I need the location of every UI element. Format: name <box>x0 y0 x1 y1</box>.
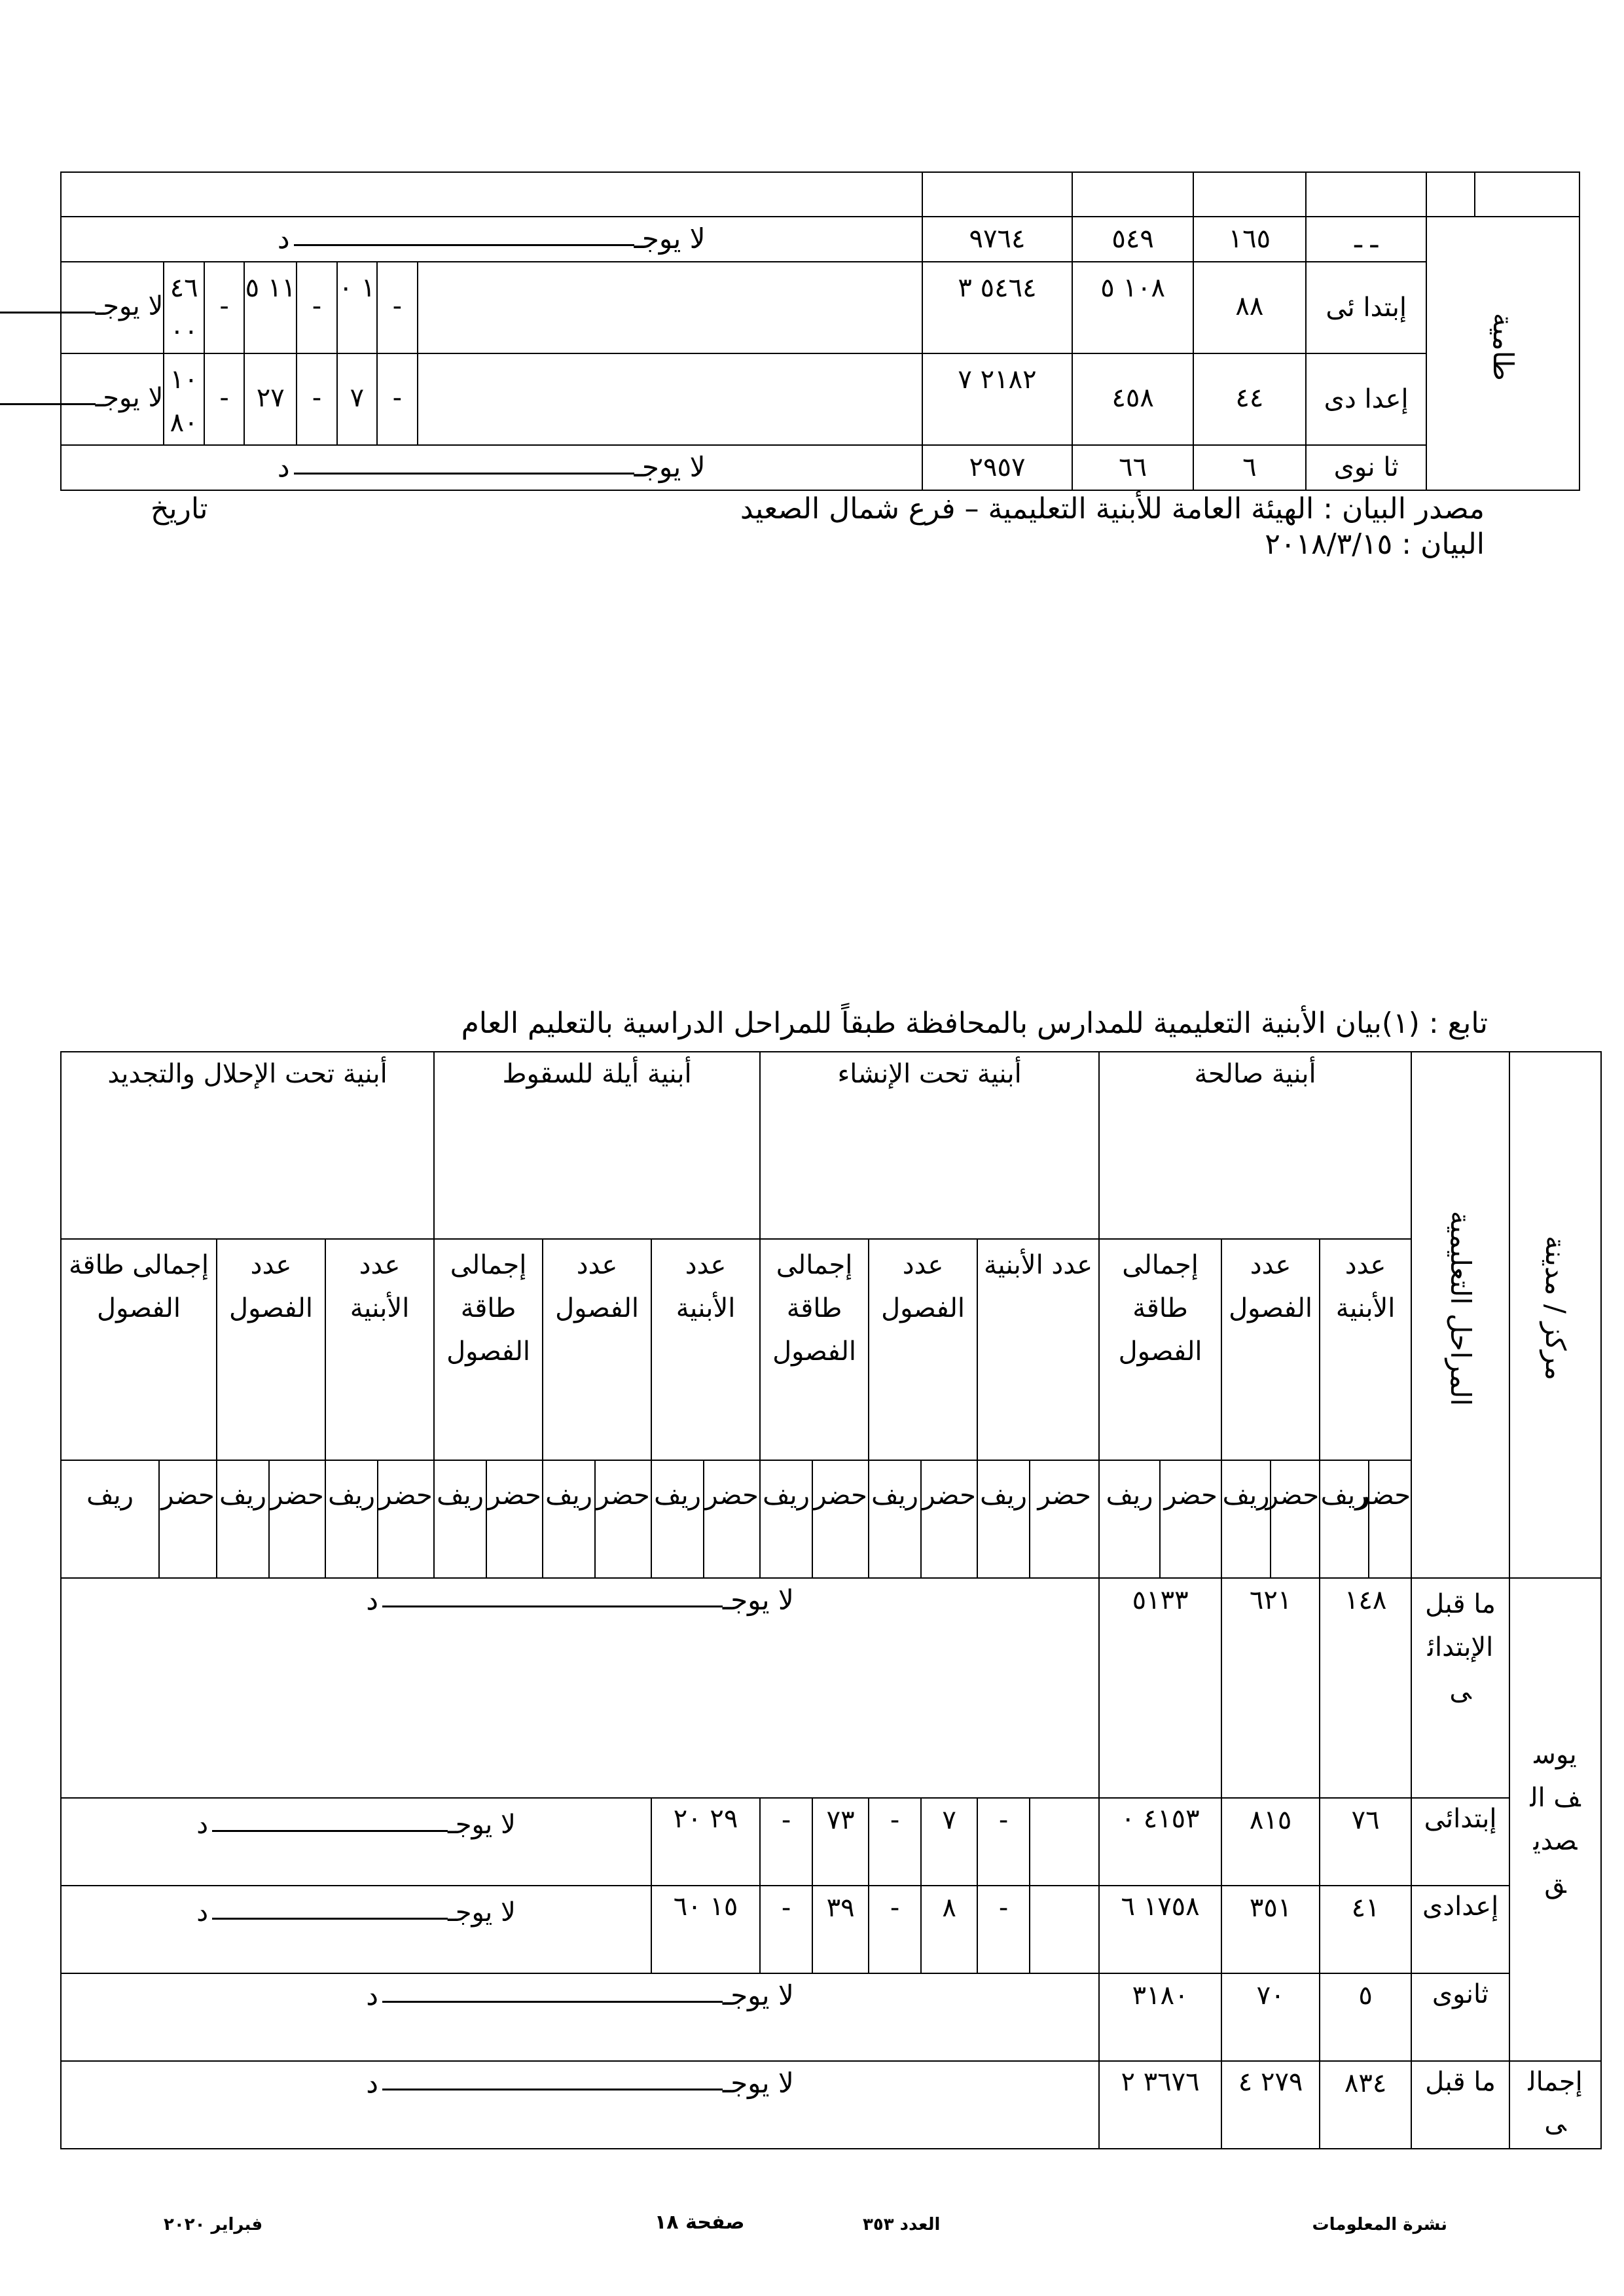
top-row-3-classes: ٤٥٨ <box>1072 353 1193 445</box>
row-total-classes: ٢٧٩ ٤ <box>1221 2061 1320 2149</box>
main-buildings-table <box>60 1051 1602 2149</box>
row-primary-uc-classes: ٧٣ <box>812 1798 869 1886</box>
hadar-label: حضر <box>486 1460 543 1578</box>
row-preprimary-classes: ٦٢١ <box>1221 1578 1320 1798</box>
falling-total-header: إجمالى طاقة الفصول <box>434 1239 543 1460</box>
footer-bulletin: نشرة المعلومات <box>1312 2215 1447 2234</box>
hadar-label: حضر <box>1271 1460 1320 1578</box>
top-row-1-buildings: ١٦٥ <box>1193 217 1306 262</box>
top-row-2-uc-total: ٤٦ ٠٠ <box>164 262 204 353</box>
row-prep-note: لا يوجـد <box>61 1886 651 1973</box>
district-col-header: مركز / مدينة <box>1509 1052 1601 1578</box>
reef-label: ريف <box>543 1460 595 1578</box>
top-row-2-buildings: ٨٨ <box>1193 262 1306 353</box>
top-district-cell: طامية <box>1426 217 1579 490</box>
dash-cell: - <box>204 262 244 353</box>
top-row-2-uc-classes: ١١ ٥ <box>244 262 297 353</box>
renew-buildings-header: عدد الأبنية <box>325 1239 434 1460</box>
source-line-1: مصدر البيان : الهيئة العامة للأبنية التعليمية – فرع شمال الصعيد <box>740 492 1485 526</box>
top-row-4-buildings: ٦ <box>1193 445 1306 490</box>
dash-cell: - <box>377 353 417 445</box>
renew-classes-header: عدد الفصول <box>217 1239 325 1460</box>
hadar-label: حضر <box>269 1460 325 1578</box>
reef-label: ريف <box>217 1460 269 1578</box>
top-row-3-stage: إعدا دى <box>1306 353 1426 445</box>
reef-label: ريف <box>61 1460 159 1578</box>
hadar-label: حضر <box>159 1460 217 1578</box>
row-total-label: إجمالى <box>1509 2061 1601 2149</box>
top-row-3-uc-total: ١٠ ٨٠ <box>164 353 204 445</box>
row-prep-uc-buildings: ٨ <box>921 1886 977 1973</box>
footer-date: فبراير ٢٠٢٠ <box>164 2215 263 2234</box>
footer-page: صفحة ١٨ <box>655 2211 745 2234</box>
reef-label: ريف <box>325 1460 378 1578</box>
row-prep-stage: إعدادى <box>1411 1886 1509 1973</box>
top-row-1-note: لا يوجـد <box>61 217 922 262</box>
top-row-2-stage: إبتدا ئى <box>1306 262 1426 353</box>
row-preprimary-buildings: ١٤٨ <box>1320 1578 1411 1798</box>
dash-cell: - <box>297 353 336 445</box>
row-total-stage: ما قبل <box>1411 2061 1509 2149</box>
top-row-4-classes: ٦٦ <box>1072 445 1193 490</box>
row-primary-buildings: ٧٦ <box>1320 1798 1411 1886</box>
construction-total-header: إجمالى طاقة الفصول <box>760 1239 869 1460</box>
reef-label: ريف <box>651 1460 704 1578</box>
top-row-2-note: لا يوجـ <box>61 262 164 353</box>
row-total-note: لا يوجـد <box>61 2061 1099 2149</box>
source-line-2: البيان : ٢٠١٨/٣/١٥ <box>1265 528 1485 561</box>
table-caption: تابع : (١)بيان الأبنية التعليمية للمدارس بالمحافظة طبقاً للمراحل الدراسية بالتعليم العام <box>461 1007 1488 1040</box>
hadar-label: حضر <box>1030 1460 1099 1578</box>
footer-issue: العدد ٣٥٣ <box>863 2215 941 2234</box>
construction-buildings-header: عدد الأبنية <box>977 1239 1099 1460</box>
valid-total-header: إجمالى طاقة الفصول <box>1099 1239 1221 1460</box>
hadar-label: حضر <box>921 1460 977 1578</box>
row-secondary-stage: ثانوى <box>1411 1973 1509 2061</box>
row-prep-uc-total: ١٥ ٦٠ <box>651 1886 760 1973</box>
top-row-4-capacity: ٢٩٥٧ <box>922 445 1073 490</box>
group-renew: أبنية تحت الإحلال والتجديد <box>61 1052 434 1239</box>
top-row-1-classes: ٥٤٩ <box>1072 217 1193 262</box>
reef-label: ريف <box>760 1460 812 1578</box>
stage-col-header: المراحل التعليمية <box>1411 1052 1509 1578</box>
hadar-label: حضر <box>1369 1460 1411 1578</box>
dash-cell: - <box>204 353 244 445</box>
top-row-4-stage: ثا نوى <box>1306 445 1426 490</box>
valid-buildings-header: عدد الأبنية <box>1320 1239 1411 1460</box>
reef-label: ريف <box>1099 1460 1160 1578</box>
top-row-3-capacity: ٢١٨٢ ٧ <box>922 353 1073 445</box>
top-row-3-note: لا يوجـ <box>61 353 164 445</box>
top-row-2-uc-buildings: ١ ٠ <box>337 262 377 353</box>
row-primary-stage: إبتدائى <box>1411 1798 1509 1886</box>
top-row-2-classes: ١٠٨ ٥ <box>1072 262 1193 353</box>
row-preprimary-capacity: ٥١٣٣ <box>1099 1578 1221 1798</box>
hadar-label: حضر <box>378 1460 434 1578</box>
row-total-capacity: ٣٦٧٦ ٢ <box>1099 2061 1221 2149</box>
dash-cell: - <box>869 1798 921 1886</box>
top-row-1-capacity: ٩٧٦٤ <box>922 217 1073 262</box>
hadar-label: حضر <box>704 1460 760 1578</box>
row-prep-buildings: ٤١ <box>1320 1886 1411 1973</box>
reef-label: ريف <box>869 1460 921 1578</box>
row-primary-uc-buildings: ٧ <box>921 1798 977 1886</box>
hadar-label: حضر <box>812 1460 869 1578</box>
row-total-buildings: ٨٣٤ <box>1320 2061 1411 2149</box>
source-date-label: تاريخ <box>151 492 208 526</box>
top-continuation-table <box>60 171 1580 491</box>
reef-label: ريف <box>434 1460 486 1578</box>
top-row-2-capacity: ٥٤٦٤ ٣ <box>922 262 1073 353</box>
row-prep-capacity: ١٧٥٨ ٦ <box>1099 1886 1221 1973</box>
row-primary-uc-total: ٢٩ ٢٠ <box>651 1798 760 1886</box>
district-cell: يوسف الصديق <box>1509 1578 1601 2061</box>
hadar-label: حضر <box>595 1460 651 1578</box>
dash-cell: - <box>760 1886 812 1973</box>
valid-classes-header: عدد الفصول <box>1221 1239 1320 1460</box>
falling-buildings-header: عدد الأبنية <box>651 1239 760 1460</box>
falling-classes-header: عدد الفصول <box>543 1239 651 1460</box>
dash-cell: - <box>297 262 336 353</box>
construction-classes-header: عدد الفصول <box>869 1239 977 1460</box>
reef-label: ريف <box>1320 1460 1369 1578</box>
dash-cell: - <box>760 1798 812 1886</box>
row-primary-note: لا يوجـد <box>61 1798 651 1886</box>
dash-cell: - <box>869 1886 921 1973</box>
row-prep-uc-classes: ٣٩ <box>812 1886 869 1973</box>
reef-label: ريف <box>977 1460 1030 1578</box>
top-row-3-buildings: ٤٤ <box>1193 353 1306 445</box>
top-row-1-stage: ـ ـ <box>1306 217 1426 262</box>
top-row-3-uc-buildings: ٧ <box>337 353 377 445</box>
row-prep-classes: ٣٥١ <box>1221 1886 1320 1973</box>
row-secondary-capacity: ٣١٨٠ <box>1099 1973 1221 2061</box>
reef-label: ريف <box>1221 1460 1271 1578</box>
row-preprimary-stage: ما قبل الإبتدائى <box>1411 1578 1509 1798</box>
group-falling: أبنية أيلة للسقوط <box>434 1052 760 1239</box>
hadar-label: حضر <box>1160 1460 1221 1578</box>
row-preprimary-note: لا يوجـد <box>61 1578 1099 1798</box>
top-row-3-uc-classes: ٢٧ <box>244 353 297 445</box>
group-construction: أبنية تحت الإنشاء <box>760 1052 1099 1239</box>
dash-cell: - <box>377 262 417 353</box>
row-secondary-classes: ٧٠ <box>1221 1973 1320 2061</box>
dash-cell: - <box>977 1886 1030 1973</box>
top-row-4-note: لا يوجـد <box>61 445 922 490</box>
row-secondary-note: لا يوجـد <box>61 1973 1099 2061</box>
row-primary-capacity: ٤١٥٣ ٠ <box>1099 1798 1221 1886</box>
renew-total-header: إجمالى طاقة الفصول <box>61 1239 217 1460</box>
row-secondary-buildings: ٥ <box>1320 1973 1411 2061</box>
row-primary-classes: ٨١٥ <box>1221 1798 1320 1886</box>
dash-cell: - <box>977 1798 1030 1886</box>
group-valid: أبنية صالحة <box>1099 1052 1411 1239</box>
